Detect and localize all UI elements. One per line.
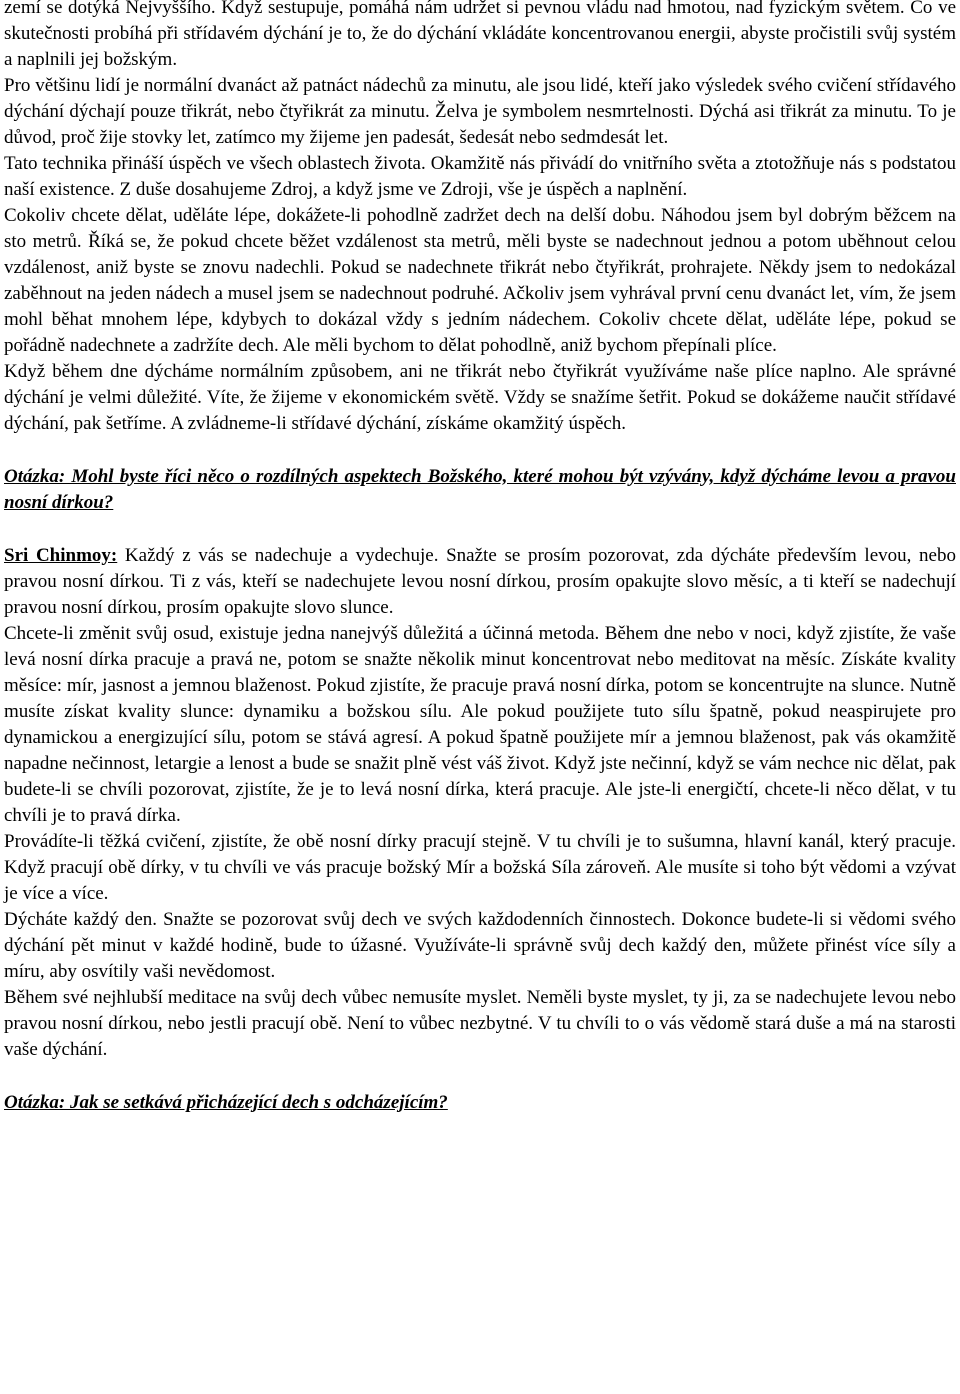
- paragraph-2: Pro většinu lidí je normální dvanáct až patnáct nádechů za minutu, ale jsou lidé, kteří jako výsledek svého cvičení střídavého dýchání dýchají pouze třikrát, nebo čtyřikrát za minutu. Želva je symbolem nesmrtelnosti. Dýchá asi třikrát za minutu. To je důvod, proč žije stovky let, zatímco my žijeme jen padesát, šedesát nebo sedmdesát let.: [4, 75, 956, 148]
- answer-paragraph-1: [4, 543, 956, 621]
- answer-paragraph-3: Provádíte-li těžká cvičení, zjistíte, že obě nosní dírky pracují stejně. V tu chvíli je to sušumna, hlavní kanál, který pracuje. Když pracují obě dírky, v tu chvíli ve vás pracuje božský Mír a božská Síla zároveň. Ale musíte si toho být vědomi a vzývat je více a více.: [4, 831, 956, 904]
- spacer: [4, 437, 956, 464]
- spacer: [4, 1063, 956, 1090]
- question-heading-1: Otázka: Mohl byste říci něco o rozdílných aspektech Božského, které mohou být vzývány, když dýcháme levou a pravou nosní dírkou?: [4, 466, 956, 513]
- speaker-label: Sri Chinmoy:: [4, 545, 118, 566]
- paragraph-3: Tato technika přináší úspěch ve všech oblastech života. Okamžitě nás přivádí do vnitřního světa a ztotožňuje nás s podstatou naší existence. Z duše dosahujeme Zdroj, a když jsme ve Zdroji, vše je úspěch a naplnění.: [4, 153, 956, 200]
- spacer: [4, 516, 956, 543]
- answer-text: Každý z vás se nadechuje a vydechuje. Snažte se prosím pozorovat, zda dýcháte především levou, nebo pravou nosní dírkou. Ti z vás, kteří se nadechujete levou nosní dírkou, prosím opakujte slovo měsíc, a ti kteří se nadechují pravou nosní dírkou, prosím opakujte slovo slunce.: [4, 545, 956, 618]
- paragraph-4: Cokoliv chcete dělat, uděláte lépe, dokážete-li pohodlně zadržet dech na delší dobu. Náhodou jsem byl dobrým běžcem na sto metrů. Říká se, že pokud chcete běžet vzdálenost sta metrů, měli byste se nadechnout jednou a potom uběhnout celou vzdálenost, aniž byste se znovu nadechli. Pokud se nadechnete třikrát nebo čtyřikrát, prohrajete. Někdy jsem to nedokázal zaběhnout na jeden nádech a musel jsem se nadechnout podruhé. Ačkoliv jsem vyhrával první cenu dvanáct let, vím, že jsem mohl běhat mnohem lépe, kdybych to dokázal vždy s jedním nádechem. Cokoliv chcete dělat, uděláte lépe, pokud se pořádně nadechnete a zadržíte dech. Ale měli bychom to dělat pohodlně, aniž bychom přepínali plíce.: [4, 205, 956, 356]
- answer-paragraph-4: Dýcháte každý den. Snažte se pozorovat svůj dech ve svých každodenních činnostech. Dokonce budete-li si vědomi svého dýchání pět minut v každé hodině, bude to úžasné. Využíváte-li správně svůj dech každý den, můžete přinést více síly a míru, aby osvítily vaši nevědomost.: [4, 909, 956, 982]
- paragraph-1: zemí se dotýká Nejvyššího. Když sestupuje, pomáhá nám udržet si pevnou vládu nad hmotou, nad fyzickým světem. Co ve skutečnosti probíhá při střídavém dýchání je to, že do dýchání vkládáte koncentrovanou energii, abyste pročistili svůj systém a naplnili jej božským.: [4, 0, 956, 70]
- question-heading-2: Otázka: Jak se setkává přicházející dech s odcházejícím?: [4, 1092, 448, 1113]
- answer-paragraph-2: Chcete-li změnit svůj osud, existuje jedna nanejvýš důležitá a účinná metoda. Během dne nebo v noci, když zjistíte, že vaše levá nosní dírka pracuje a pravá ne, potom se snažte několik minut koncentrovat nebo meditovat na měsíc. Získáte kvality měsíce: mír, jasnost a jemnou blaženost. Pokud zjistíte, že pracuje pravá nosní dírka, potom se koncentrujte na slunce. Nutně musíte získat kvality slunce: dynamiku a božskou sílu. Ale pokud použijete tuto sílu špatně, pokud neaspirujete pro dynamickou a energizující sílu, potom se stává agresí. A pokud špatně použijete mír a jemnou blaženost, pak vás okamžitě napadne nečinnost, letargie a lenost a bude se snažit plně vést váš život. Když jste nečinní, když se vám nechce nic dělat, pak budete-li se chvíli pozorovat, zjistíte, že je to levá nosní dírka, která pracuje. Ale jste-li energičtí, chcete-li něco dělat, v tu chvíli je to pravá dírka.: [4, 623, 956, 826]
- paragraph-5: Když během dne dýcháme normálním způsobem, ani ne třikrát nebo čtyřikrát využíváme naše plíce naplno. Ale správné dýchání je velmi důležité. Víte, že žijeme v ekonomickém světě. Vždy se snažíme šetřit. Pokud se dokážeme naučit střídavé dýchání, pak šetříme. A zvládneme-li střídavé dýchání, získáme okamžitý úspěch.: [4, 361, 956, 434]
- answer-paragraph-5: Během své nejhlubší meditace na svůj dech vůbec nemusíte myslet. Neměli byste myslet, ty ji, za se nadechujete levou nebo pravou nosní dírkou, nebo jestli pracují obě. Není to vůbec nezbytné. V tu chvíli to o vás vědomě stará duše a má na starosti vaše dýchání.: [4, 987, 956, 1060]
